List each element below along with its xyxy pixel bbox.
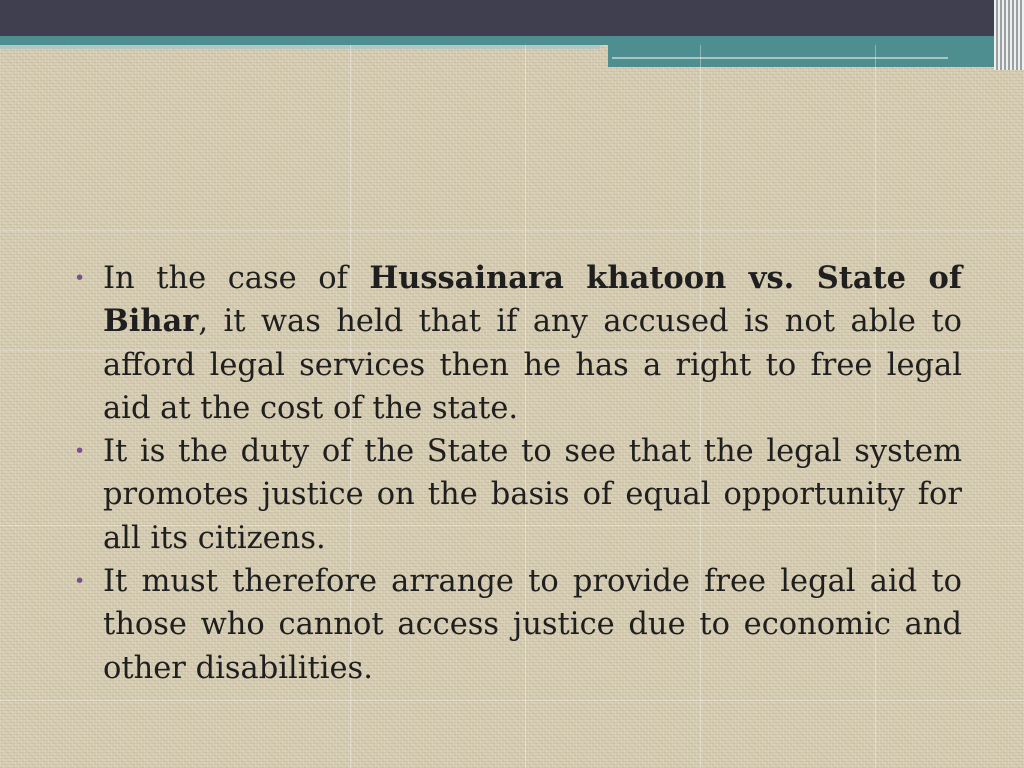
header-teal-tab-line — [612, 57, 948, 59]
texture-grid-line — [0, 700, 1024, 701]
slide-body — [72, 257, 962, 690]
header-teal-band — [0, 36, 1024, 45]
bullet-text: It is the duty of the State to see that the legal system promotes justice on the basis of equal opportunity for all its citizens. — [103, 434, 962, 556]
texture-grid-line — [0, 230, 1024, 231]
header-teal-tab — [608, 45, 1024, 67]
bullet-text: In the case of — [103, 261, 370, 296]
header-teal-underline — [0, 45, 600, 49]
bullet-text: It must therefore arrange to provide free legal aid to those who cannot access justice due to economic and other disabilities. — [103, 564, 962, 686]
case-name: Hussainara khatoon vs. State of Bihar — [103, 260, 962, 340]
bullet-item-case — [72, 257, 962, 430]
header-dark-bar — [0, 0, 1024, 36]
bullet-dot-icon: • — [74, 267, 86, 289]
header-stripe-decoration — [994, 0, 1024, 70]
bullet-text: , it was held that if any accused is not able to afford legal services then he has a right to free legal aid at the cost of the state. — [103, 304, 962, 426]
bullet-item-free-aid — [72, 560, 962, 690]
bullet-dot-icon: • — [74, 570, 86, 593]
bullet-item-duty — [72, 430, 962, 560]
bullet-dot-icon: • — [74, 440, 86, 463]
